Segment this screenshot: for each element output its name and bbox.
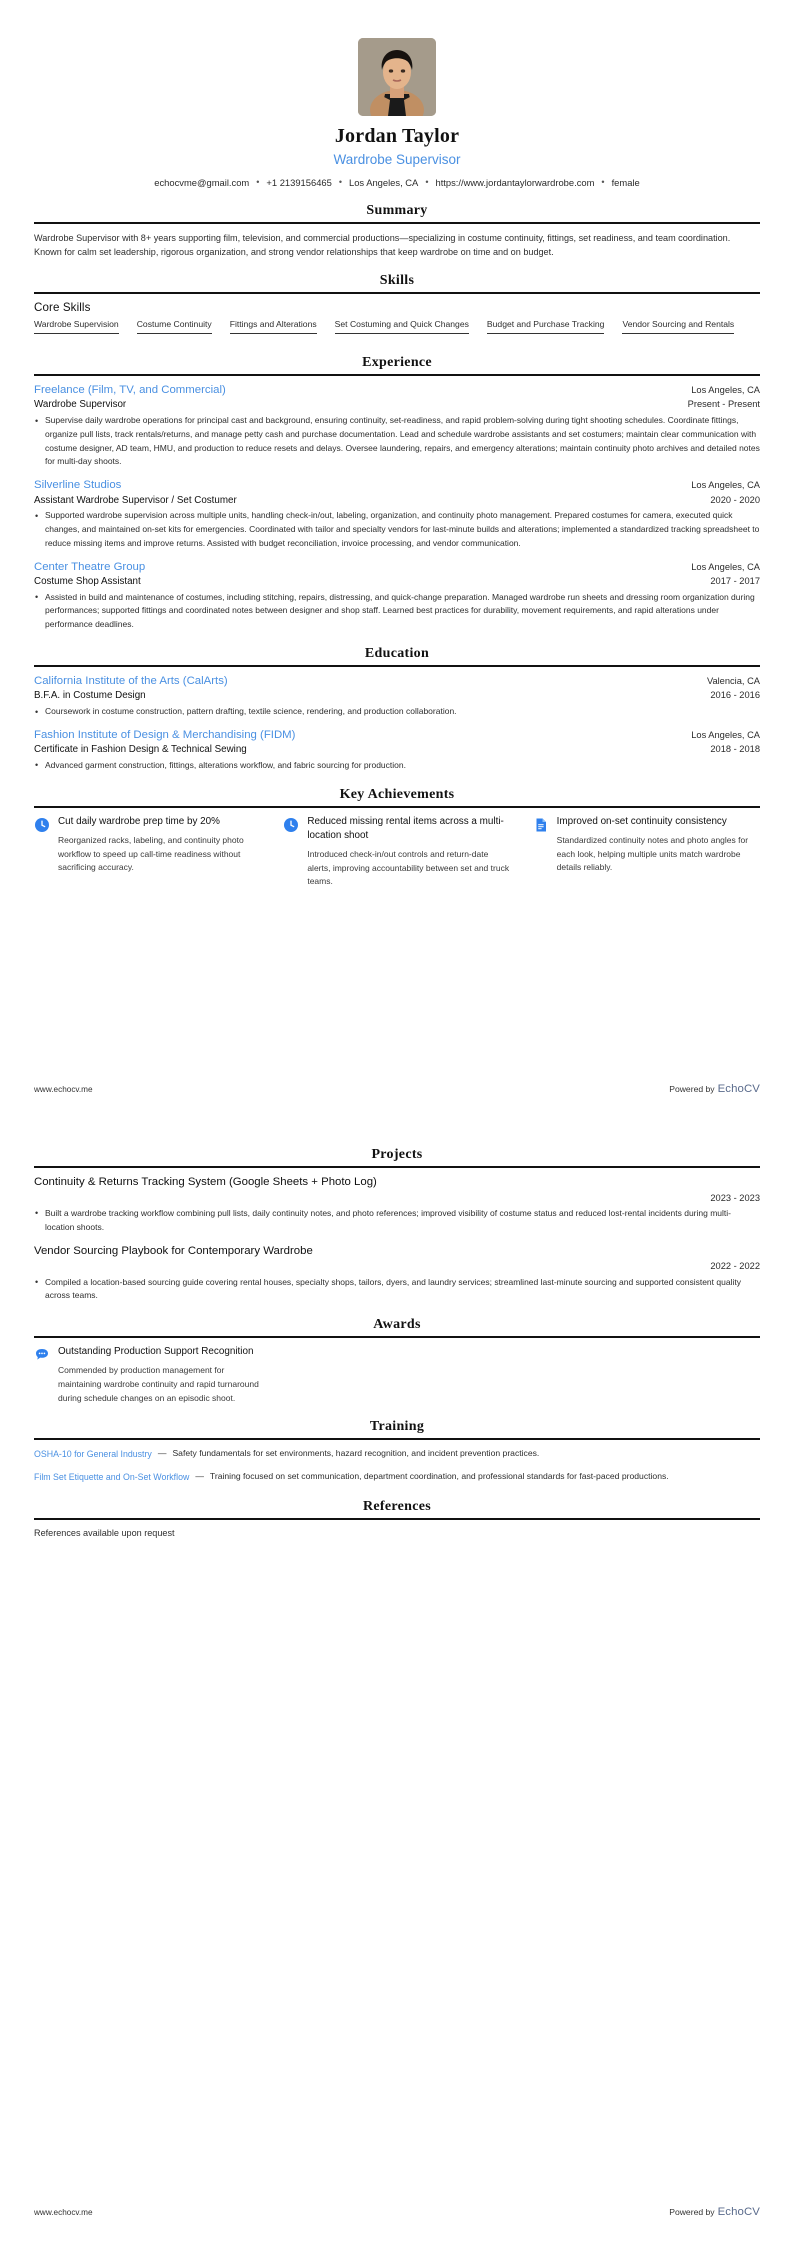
experience-entry	[34, 383, 760, 469]
experience-entry	[34, 478, 760, 550]
section-key-achievements	[34, 787, 760, 889]
project-title: Vendor Sourcing Playbook for Contemporary Wardrobe	[34, 1244, 313, 1257]
job-title: Wardrobe Supervisor	[333, 152, 461, 167]
education-dates: 2018 - 2018	[710, 744, 760, 755]
key-achievement-description: Reorganized racks, labeling, and continuity photo workflow to speed up call-time readiness without sacrificing accuracy.	[58, 834, 244, 873]
bullet-item: • Compiled a location-based sourcing guide covering rental houses, specialty shops, tailors, dyers, and laundry services; streamlined last-minute sourcing and supported consistent quality across teams.	[34, 1276, 760, 1304]
experience-bullets	[34, 414, 760, 469]
footer-site-url[interactable]: www.echocv.me	[34, 2208, 93, 2217]
key-achievement-item	[533, 815, 760, 889]
education-bullets	[34, 705, 760, 719]
section-training	[34, 1419, 760, 1484]
section-title-projects: Projects	[371, 1147, 423, 1162]
contact-location: Los Angeles, CA	[349, 176, 419, 188]
contact-separator: •	[256, 176, 260, 187]
project-entry	[34, 1244, 760, 1304]
experience-location: Los Angeles, CA	[691, 480, 760, 491]
section-divider	[34, 1166, 760, 1168]
education-bullets	[34, 759, 760, 773]
experience-role: Costume Shop Assistant	[34, 576, 141, 587]
page-footer	[34, 1079, 760, 1097]
award-title: Outstanding Production Support Recognition	[58, 1346, 254, 1358]
training-dash: —	[195, 1471, 204, 1482]
award-description: Commended by production management for maintaining wardrobe continuity and rapid turnaround during schedule changes on an episodic shoot.	[58, 1365, 259, 1403]
section-title-skills: Skills	[379, 272, 415, 288]
section-divider	[34, 1438, 760, 1440]
section-divider	[34, 374, 760, 376]
page-title: Jordan Taylor	[334, 125, 460, 147]
key-achievements-grid	[34, 815, 760, 889]
section-projects	[34, 1147, 760, 1303]
document-icon	[533, 817, 549, 833]
bullet-item: • Advanced garment construction, fittings, alterations workflow, and fabric sourcing for production.	[34, 759, 760, 773]
experience-role: Assistant Wardrobe Supervisor / Set Costumer	[34, 494, 237, 506]
training-item	[34, 1470, 760, 1484]
contact-line	[34, 176, 760, 189]
experience-org[interactable]: Silverline Studios	[34, 479, 122, 492]
footer-site-url[interactable]: www.echocv.me	[34, 1085, 93, 1094]
skill-chip: Set Costuming and Quick Changes	[335, 319, 469, 334]
page-footer	[34, 2202, 760, 2220]
education-entry	[34, 728, 760, 773]
training-name[interactable]: Film Set Etiquette and On-Set Workflow	[34, 1472, 190, 1483]
skill-chip: Vendor Sourcing and Rentals	[622, 319, 734, 334]
summary-text: Wardrobe Supervisor with 8+ years supporting film, television, and commercial productions—specializing in costume continuity, fittings, set readiness, and team coordination. Known for calm set leadership, rigorous organization, and strong vendor relationships that keep wardrobe on time and on budget.	[34, 232, 731, 257]
bullet-item: • Supported wardrobe supervision across multiple units, handling check-in/out, labeling, organization, and continuity photo management. Prepared costumes for camera, executed quick changes, and maintained on-set kits for emergencies. Coordinated with tailor and specialty vendors for last-minute builds and alterations; implemented a standardized tracking spreadsheet to reduce missing items and improve returns. Assisted with budget reconciliation, invoice processing, and vendor communication.	[34, 509, 760, 550]
awards-grid	[34, 1345, 760, 1405]
project-bullets	[34, 1207, 760, 1235]
key-achievement-item	[283, 815, 510, 889]
key-achievement-description: Introduced check-in/out controls and return-date alerts, improving accountability between set and truck teams.	[307, 848, 510, 887]
education-school[interactable]: California Institute of the Arts (CalArts)	[34, 675, 228, 687]
skill-chip: Wardrobe Supervision	[34, 319, 119, 334]
contact-gender: female	[611, 176, 640, 188]
experience-role: Wardrobe Supervisor	[34, 399, 127, 411]
skill-chip: Costume Continuity	[137, 319, 212, 334]
bullet-item: • Assisted in build and maintenance of costumes, including stitching, repairs, distressing, and quick-change preparation. Managed wardrobe run sheets and dressing room organization during performances; supported fittings and coordinated notes between designer and shop staff. Learned best practices for durability, movement requirements, and rapid alterations under performance deadlines.	[34, 591, 760, 632]
clock-icon	[34, 817, 50, 833]
section-awards	[34, 1317, 760, 1405]
key-achievement-description: Standardized continuity notes and photo angles for each look, helping multiple units match wardrobe details reliably.	[556, 834, 749, 873]
contact-separator: •	[425, 176, 429, 187]
resume-page-2	[0, 1123, 794, 2246]
footer-powered-label: Powered by	[669, 1084, 715, 1094]
clock-icon	[283, 817, 299, 833]
section-title-key-achievements: Key Achievements	[339, 786, 455, 802]
contact-email[interactable]: echocvme@gmail.com	[154, 176, 250, 188]
section-title-experience: Experience	[362, 355, 432, 371]
experience-dates: 2020 - 2020	[710, 494, 760, 505]
award-item	[34, 1345, 266, 1405]
experience-dates: 2017 - 2017	[710, 576, 760, 586]
bullet-item: • Coursework in costume construction, pattern drafting, textile science, rendering, and production collaboration.	[34, 705, 760, 719]
footer-brand-name[interactable]: EchoCV	[717, 2206, 760, 2218]
section-divider	[34, 665, 760, 667]
experience-location: Los Angeles, CA	[691, 561, 760, 572]
profile-photo-icon	[358, 38, 436, 116]
skills-group-title: Core Skills	[34, 300, 91, 314]
project-title: Continuity & Returns Tracking System (Google Sheets + Photo Log)	[34, 1176, 377, 1188]
contact-separator: •	[338, 176, 342, 187]
section-divider	[34, 1518, 760, 1520]
skills-list	[34, 319, 760, 341]
contact-website[interactable]: https://www.jordantaylorwardrobe.com	[435, 176, 595, 188]
experience-org[interactable]: Freelance (Film, TV, and Commercial)	[34, 384, 226, 397]
project-dates: 2022 - 2022	[710, 1261, 760, 1272]
footer-brand-name[interactable]: EchoCV	[717, 1083, 760, 1095]
chat-bubble-icon	[34, 1347, 50, 1363]
key-achievement-title: Cut daily wardrobe prep time by 20%	[58, 815, 220, 827]
key-achievement-title: Improved on-set continuity consistency	[556, 815, 727, 827]
key-achievement-item	[34, 815, 261, 889]
project-entry	[34, 1175, 760, 1235]
training-item	[34, 1447, 760, 1461]
bullet-item: • Supervise daily wardrobe operations for principal cast and background, ensuring continuity, set-readiness, and rapid problem-solving during tight shooting schedules. Coordinate fittings, organize pull lists, track rentals/returns, and manage petty cash and purchase documentation. Lead and schedule wardrobe assistants and set costumers; maintain clear communication with costume designer, AD team, HMU, and production to reduce resets and delays. Oversee laundering, repairs, and emergency alterations; maintain continuity photo archives and detailed notes for multi-day shoots.	[34, 414, 760, 469]
section-divider	[34, 806, 760, 808]
section-summary	[34, 203, 760, 259]
training-description: Safety fundamentals for set environments, hazard recognition, and incident prevention practices.	[172, 1448, 540, 1459]
section-education	[34, 646, 760, 773]
experience-entry	[34, 560, 760, 632]
education-location: Valencia, CA	[706, 676, 760, 686]
training-name[interactable]: OSHA-10 for General Industry	[34, 1449, 152, 1460]
key-achievement-title: Reduced missing rental items across a multi-location shoot	[307, 815, 504, 841]
education-location: Los Angeles, CA	[691, 729, 760, 740]
experience-org[interactable]: Center Theatre Group	[34, 560, 146, 573]
project-bullets	[34, 1276, 760, 1304]
skill-chip: Budget and Purchase Tracking	[487, 319, 605, 334]
avatar	[358, 38, 436, 116]
section-title-summary: Summary	[366, 202, 428, 218]
section-experience	[34, 355, 760, 632]
training-description: Training focused on set communication, department coordination, and professional standards for fast-paced productions.	[209, 1471, 669, 1482]
training-dash: —	[157, 1448, 167, 1459]
footer-powered-by	[669, 1079, 760, 1097]
experience-dates: Present - Present	[687, 399, 760, 410]
contact-separator: •	[601, 176, 605, 187]
education-entry	[34, 674, 760, 719]
education-degree: Certificate in Fashion Design & Technical Sewing	[34, 744, 247, 756]
experience-bullets	[34, 591, 760, 632]
section-title-education: Education	[364, 646, 430, 661]
experience-bullets	[34, 509, 760, 550]
footer-powered-by	[669, 2202, 760, 2220]
section-title-awards: Awards	[373, 1317, 421, 1333]
section-skills	[34, 273, 760, 341]
resume-header	[34, 28, 760, 189]
section-divider	[34, 1336, 760, 1338]
skill-chip: Fittings and Alterations	[230, 319, 317, 334]
section-references	[34, 1499, 760, 1541]
bullet-item: • Built a wardrobe tracking workflow combining pull lists, daily continuity notes, and photo references; improved visibility of costume status and reduced lost-rental incidents during multi-location shoots.	[34, 1207, 760, 1235]
section-title-references: References	[362, 1498, 432, 1514]
references-text: References available upon request	[34, 1527, 175, 1538]
experience-location: Los Angeles, CA	[691, 385, 760, 396]
contact-phone[interactable]: +1 2139156465	[266, 176, 332, 188]
section-divider	[34, 222, 760, 224]
section-divider	[34, 292, 760, 294]
education-dates: 2016 - 2016	[710, 690, 760, 701]
section-title-training: Training	[369, 1419, 425, 1435]
footer-powered-label: Powered by	[669, 2207, 715, 2217]
education-degree: B.F.A. in Costume Design	[34, 690, 146, 702]
project-dates: 2023 - 2023	[710, 1192, 760, 1203]
education-school[interactable]: Fashion Institute of Design & Merchandising (FIDM)	[34, 728, 296, 741]
